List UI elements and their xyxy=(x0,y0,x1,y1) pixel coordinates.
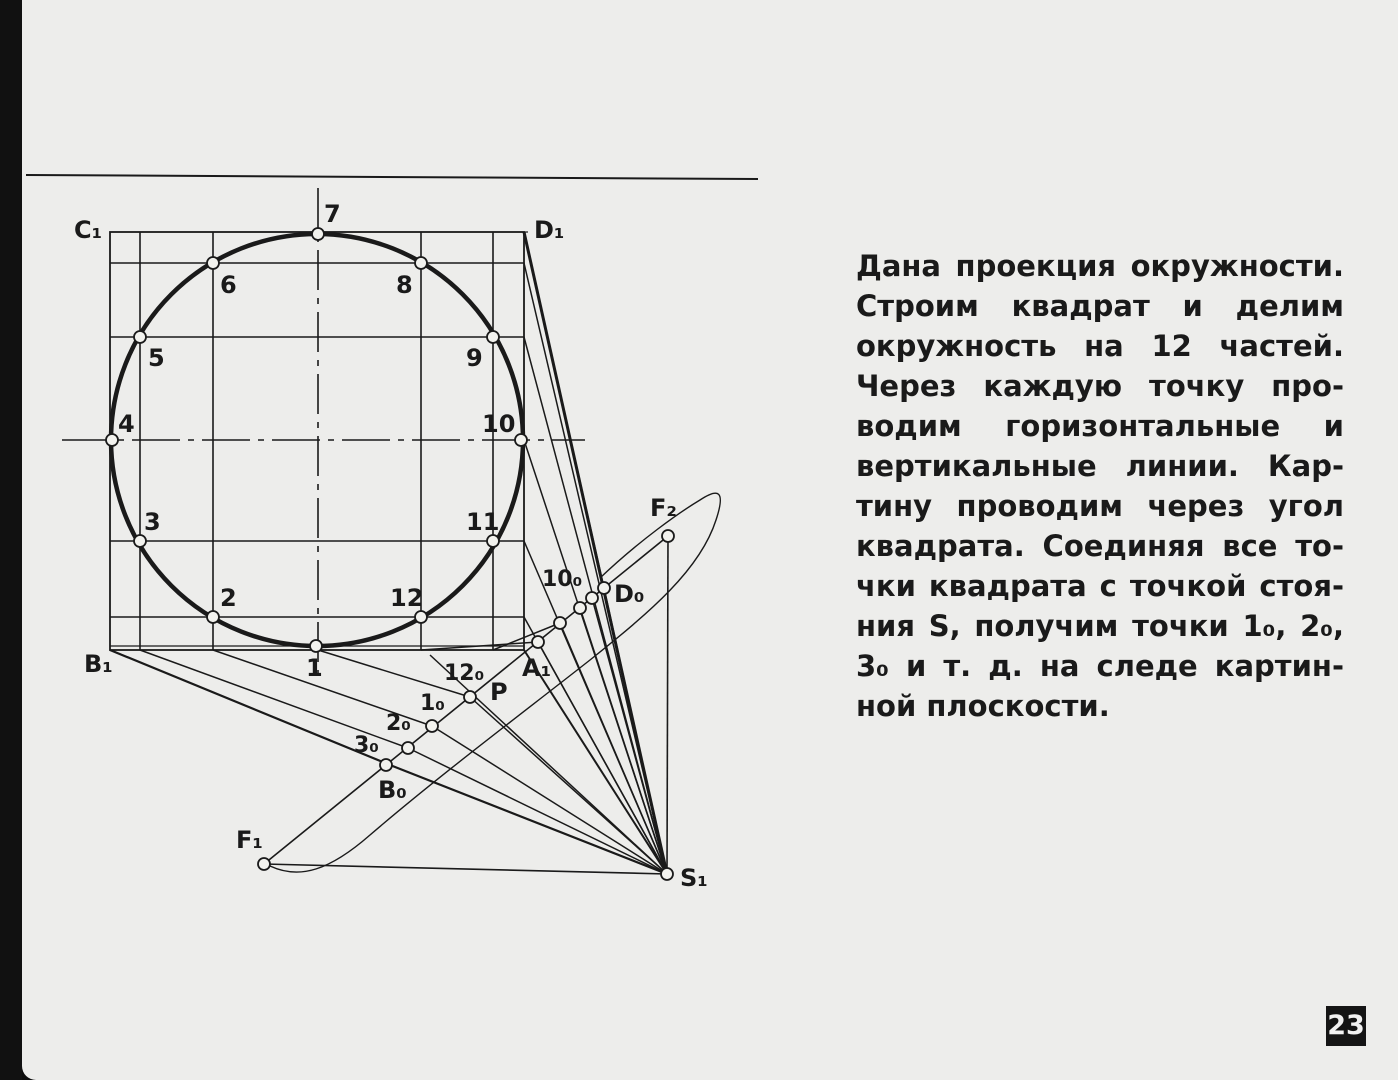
label-1: 1 xyxy=(306,654,323,682)
label-s1: S₁ xyxy=(680,864,708,892)
description-line: Через каждую точку про- xyxy=(856,369,1344,403)
label-4: 4 xyxy=(118,410,135,438)
label-7: 7 xyxy=(324,200,341,228)
horizon-line xyxy=(26,175,758,179)
label-12-0: 12₀ xyxy=(444,661,485,686)
description-line: вертикальные линии. Кар- xyxy=(856,449,1344,483)
point-a1-marker xyxy=(532,636,544,648)
point-2-marker xyxy=(207,611,219,623)
description-line: квадрата. Соединяя все то- xyxy=(856,529,1344,563)
label-a1: A₁ xyxy=(522,654,552,682)
point-3-marker xyxy=(134,535,146,547)
point-b0-marker xyxy=(380,759,392,771)
label-2-0: 2₀ xyxy=(386,711,411,736)
label-9: 9 xyxy=(466,344,483,372)
point-7-marker xyxy=(312,228,324,240)
label-c1: C₁ xyxy=(74,216,103,244)
description-line: 3₀ и т. д. на следе картин- xyxy=(856,649,1344,683)
point-trace-a-marker xyxy=(554,617,566,629)
point-4-marker xyxy=(106,434,118,446)
vertical-grid-lines xyxy=(140,232,493,650)
description-line: водим горизонтальные и xyxy=(856,409,1344,443)
point-1-marker xyxy=(310,640,322,652)
point-9-marker xyxy=(487,331,499,343)
label-3-0: 3₀ xyxy=(354,733,379,758)
label-11: 11 xyxy=(466,508,500,536)
description-text xyxy=(856,246,1344,726)
point-f2-marker xyxy=(662,530,674,542)
point-f1-marker xyxy=(258,858,270,870)
point-10-trace-marker xyxy=(426,720,438,732)
point-s1-marker xyxy=(661,868,673,880)
point-10-marker xyxy=(515,434,527,446)
film-edge xyxy=(0,0,22,1080)
label-b1: B₁ xyxy=(84,650,113,678)
label-f1: F₁ xyxy=(236,826,263,854)
label-10: 10 xyxy=(482,410,516,438)
label-12: 12 xyxy=(390,584,424,612)
point-p-marker xyxy=(464,691,476,703)
page-number-badge: 23 xyxy=(1326,1006,1366,1046)
label-d1: D₁ xyxy=(534,216,565,244)
label-b0: B₀ xyxy=(378,776,407,804)
label-2: 2 xyxy=(220,584,237,612)
label-5: 5 xyxy=(148,344,165,372)
description-line: ной плоскости. xyxy=(856,689,1110,723)
description-line: тину проводим через угол xyxy=(856,489,1344,523)
description-line: чки квадрата с точкой стоя- xyxy=(856,569,1344,603)
point-8-marker xyxy=(415,257,427,269)
point-20-marker xyxy=(402,742,414,754)
point-trace-c-marker xyxy=(586,592,598,604)
description-line: окружность на 12 частей. xyxy=(856,329,1344,363)
description-line: Строим квадрат и делим xyxy=(856,289,1344,323)
label-p: P xyxy=(490,678,508,706)
point-d0-marker xyxy=(598,582,610,594)
label-6: 6 xyxy=(220,271,237,299)
point-5-marker xyxy=(134,331,146,343)
description-line: Дана проекция окружности. xyxy=(856,249,1344,283)
f2-s1-line xyxy=(667,536,668,874)
label-f2: F₂ xyxy=(650,494,677,522)
point-12-marker xyxy=(415,611,427,623)
point-11-marker xyxy=(487,535,499,547)
label-1-0: 1₀ xyxy=(420,691,445,716)
point-trace-b-marker xyxy=(574,602,586,614)
description-line: ния S, получим точки 1₀, 2₀, xyxy=(856,609,1344,643)
label-8: 8 xyxy=(396,271,413,299)
label-10-0: 10₀ xyxy=(542,567,583,592)
label-d0: D₀ xyxy=(614,580,645,608)
label-3: 3 xyxy=(144,508,161,536)
point-6-marker xyxy=(207,257,219,269)
